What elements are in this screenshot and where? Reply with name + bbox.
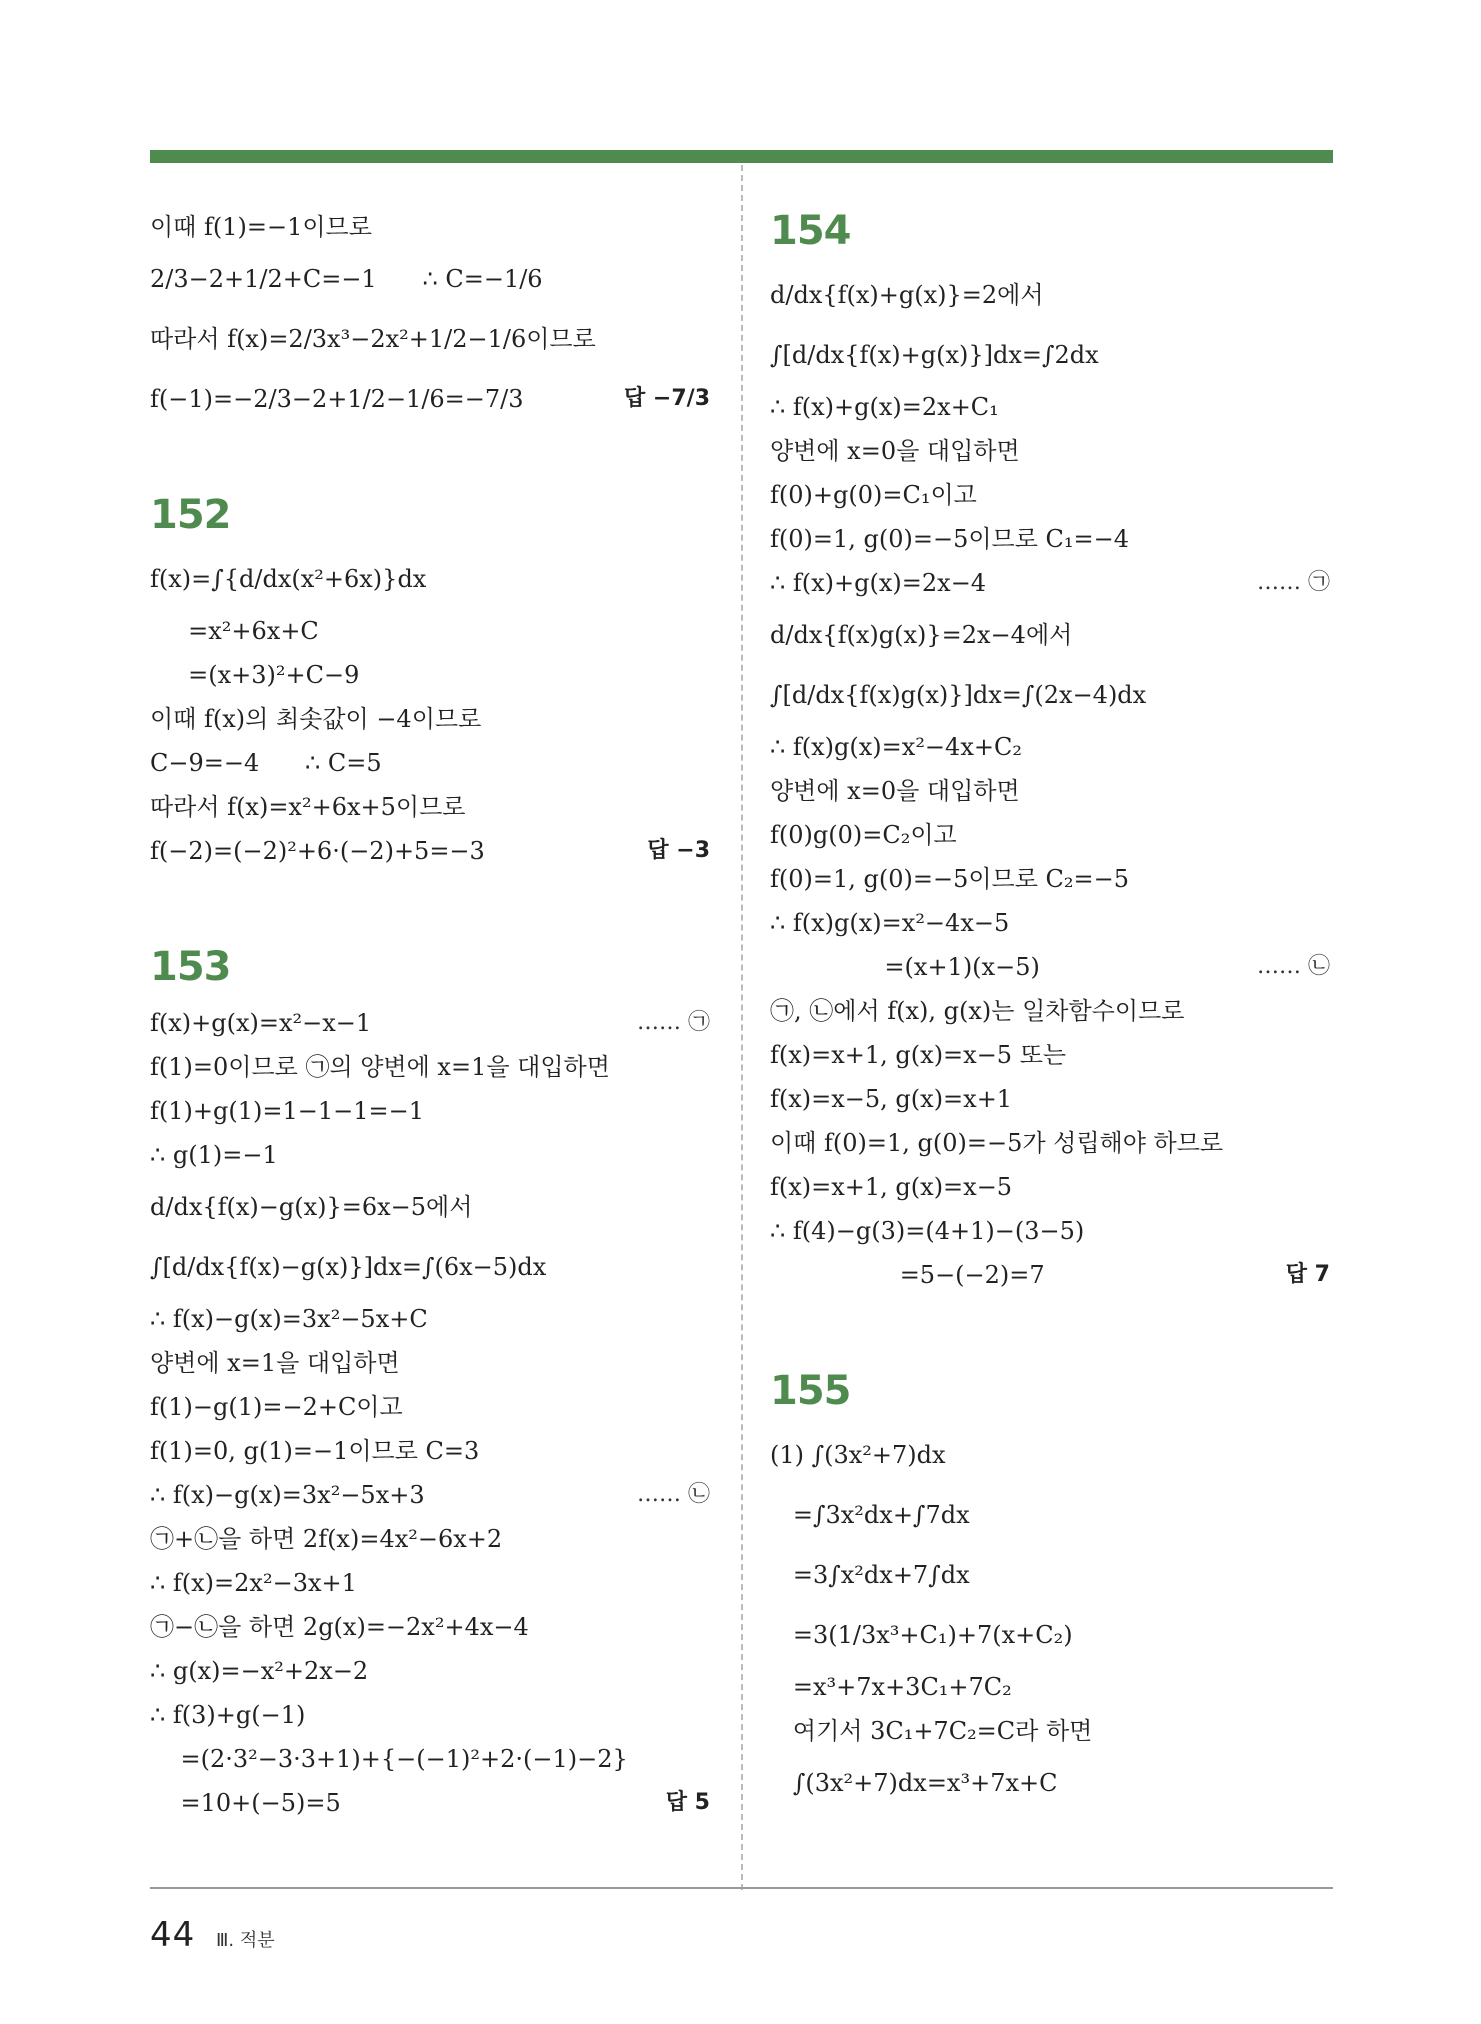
equation-text: 따라서 f(x)=2/3x³−2x²+1/2−1/6이므로 xyxy=(150,325,596,353)
equation-text: ∫[d/dx{f(x)−g(x)}]dx=∫(6x−5)dx xyxy=(150,1253,547,1281)
equation-text: =x³+7x+3C₁+7C₂ xyxy=(770,1673,1012,1701)
solution-line xyxy=(150,1517,710,1561)
equation-text: f(x)=x−5, g(x)=x+1 xyxy=(770,1085,1013,1113)
solution-line xyxy=(150,1341,710,1385)
equation-text: C−9=−4 ∴ C=5 xyxy=(150,749,382,777)
problem-block xyxy=(770,205,1330,1297)
equation-text: 따라서 f(x)=x²+6x+5이므로 xyxy=(150,793,466,821)
answer-label: 답 7 xyxy=(1285,1262,1330,1287)
equation-text: f(0)=1, g(0)=−5이므로 C₂=−5 xyxy=(770,865,1130,893)
problem-block xyxy=(150,489,710,873)
solution-line xyxy=(770,769,1330,813)
solution-line xyxy=(150,741,710,785)
equation-text: 이때 f(1)=−1이므로 xyxy=(150,213,372,241)
solution-line xyxy=(150,1429,710,1473)
intro-solution xyxy=(150,205,710,429)
solution-line xyxy=(770,1165,1330,1209)
solution-line xyxy=(770,857,1330,901)
solution-line xyxy=(150,1045,710,1089)
equation-text: ∴ f(x)+g(x)=2x−4 xyxy=(770,569,987,597)
solution-line xyxy=(770,1545,1330,1605)
equation-text: =3∫x²dx+7∫dx xyxy=(770,1561,970,1589)
equation-text: =3(1/3x³+C₁)+7(x+C₂) xyxy=(770,1621,1073,1649)
equation-text: ∫[d/dx{f(x)g(x)}]dx=∫(2x−4)dx xyxy=(770,681,1147,709)
solution-line xyxy=(770,1209,1330,1253)
solution-line xyxy=(150,697,710,741)
header-bar xyxy=(150,150,1333,163)
solution-line xyxy=(770,945,1330,989)
solution-line xyxy=(150,1089,710,1133)
solution-line xyxy=(770,1121,1330,1165)
equation-text: f(x)=x+1, g(x)=x−5 또는 xyxy=(770,1041,1067,1069)
solution-line xyxy=(770,265,1330,325)
equation-text: =5−(−2)=7 xyxy=(770,1261,1045,1289)
equation-text: =∫3x²dx+∫7dx xyxy=(770,1501,970,1529)
equation-marker: …… ㉠ xyxy=(1257,570,1330,595)
left-column xyxy=(150,205,710,1893)
solution-line xyxy=(770,429,1330,473)
equation-text: ㉠, ㉡에서 f(x), g(x)는 일차함수이므로 xyxy=(770,997,1185,1025)
solution-line xyxy=(150,1561,710,1605)
solution-line xyxy=(150,249,710,309)
solution-line xyxy=(150,1297,710,1341)
solution-line xyxy=(150,1133,710,1177)
problem-block xyxy=(770,1365,1330,1813)
equation-text: ∴ f(x)=2x²−3x+1 xyxy=(150,1569,357,1597)
equation-text: f(x)=∫{d/dx(x²+6x)}dx xyxy=(150,565,427,593)
solution-line xyxy=(770,325,1330,385)
equation-marker: …… ㉡ xyxy=(1257,954,1330,979)
problem-block xyxy=(150,941,710,1825)
equation-text: =10+(−5)=5 xyxy=(150,1789,341,1817)
equation-text: =(x+3)²+C−9 xyxy=(150,661,360,689)
equation-text: f(1)−g(1)=−2+C이고 xyxy=(150,1393,403,1421)
column-divider xyxy=(741,165,743,1890)
solution-line xyxy=(770,1253,1330,1297)
equation-text: d/dx{f(x)−g(x)}=6x−5에서 xyxy=(150,1193,473,1221)
solution-line xyxy=(150,1473,710,1517)
equation-text: 양변에 x=0을 대입하면 xyxy=(770,437,1020,465)
equation-text: 양변에 x=1을 대입하면 xyxy=(150,1349,400,1377)
solution-line xyxy=(770,1033,1330,1077)
equation-marker: …… ㉡ xyxy=(637,1482,710,1507)
solution-line xyxy=(770,385,1330,429)
equation-text: ∫(3x²+7)dx=x³+7x+C xyxy=(770,1769,1058,1797)
equation-text: ∴ g(x)=−x²+2x−2 xyxy=(150,1657,369,1685)
solution-line xyxy=(770,813,1330,857)
equation-text: ∴ f(x)+g(x)=2x+C₁ xyxy=(770,393,999,421)
solution-line xyxy=(770,989,1330,1033)
equation-text: f(−2)=(−2)²+6·(−2)+5=−3 xyxy=(150,837,485,865)
solution-line xyxy=(150,1177,710,1237)
solution-line xyxy=(770,901,1330,945)
right-column xyxy=(770,205,1330,1881)
equation-text: =(2·3²−3·3+1)+{−(−1)²+2·(−1)−2} xyxy=(150,1745,628,1773)
equation-text: ㉠−㉡을 하면 2g(x)=−2x²+4x−4 xyxy=(150,1613,529,1641)
solution-line xyxy=(150,829,710,873)
solution-line xyxy=(770,561,1330,605)
equation-text: f(0)+g(0)=C₁이고 xyxy=(770,481,977,509)
equation-text: f(−1)=−2/3−2+1/2−1/6=−7/3 xyxy=(150,385,524,413)
equation-text: ∴ f(x)g(x)=x²−4x−5 xyxy=(770,909,1010,937)
solution-line xyxy=(150,1781,710,1825)
solution-line xyxy=(150,1605,710,1649)
solution-line xyxy=(770,473,1330,517)
equation-text: ㉠+㉡을 하면 2f(x)=4x²−6x+2 xyxy=(150,1525,503,1553)
solution-line xyxy=(770,1425,1330,1485)
equation-text: f(1)+g(1)=1−1−1=−1 xyxy=(150,1097,424,1125)
equation-text: d/dx{f(x)g(x)}=2x−4에서 xyxy=(770,621,1073,649)
equation-text: ∴ g(1)=−1 xyxy=(150,1141,278,1169)
solution-line xyxy=(770,517,1330,561)
equation-text: ∫[d/dx{f(x)+g(x)}]dx=∫2dx xyxy=(770,341,1099,369)
equation-text: ∴ f(x)−g(x)=3x²−5x+C xyxy=(150,1305,428,1333)
solution-line xyxy=(770,1605,1330,1665)
equation-text: =(x+1)(x−5) xyxy=(770,953,1040,981)
equation-text: ∴ f(3)+g(−1) xyxy=(150,1701,306,1729)
solution-line xyxy=(150,1737,710,1781)
solution-line xyxy=(150,1001,710,1045)
problem-number: 155 xyxy=(770,1368,851,1414)
equation-text: 이때 f(0)=1, g(0)=−5가 성립해야 하므로 xyxy=(770,1129,1224,1157)
chapter-label: Ⅲ. 적분 xyxy=(216,1930,275,1951)
equation-text: 여기서 3C₁+7C₂=C라 하면 xyxy=(770,1717,1093,1745)
answer-label: 답 5 xyxy=(665,1790,710,1815)
solution-line xyxy=(150,1649,710,1693)
equation-text: f(0)=1, g(0)=−5이므로 C₁=−4 xyxy=(770,525,1130,553)
equation-marker: …… ㉠ xyxy=(637,1010,710,1035)
solution-line xyxy=(770,1709,1330,1753)
problem-number: 153 xyxy=(150,944,231,990)
equation-text: 이때 f(x)의 최솟값이 −4이므로 xyxy=(150,705,482,733)
footer-line xyxy=(150,1887,1333,1889)
page-number: 44 xyxy=(150,1915,196,1955)
solution-line xyxy=(150,653,710,697)
equation-text: f(1)=0, g(1)=−1이므로 C=3 xyxy=(150,1437,480,1465)
solution-line xyxy=(770,1665,1330,1709)
equation-text: 2/3−2+1/2+C=−1 ∴ C=−1/6 xyxy=(150,265,543,293)
solution-line xyxy=(150,309,710,369)
solution-line xyxy=(770,1485,1330,1545)
equation-text: =x²+6x+C xyxy=(150,617,319,645)
solution-line xyxy=(150,609,710,653)
equation-text: f(x)=x+1, g(x)=x−5 xyxy=(770,1173,1013,1201)
solution-line xyxy=(770,1753,1330,1813)
solution-line xyxy=(150,785,710,829)
equation-text: ∴ f(x)−g(x)=3x²−5x+3 xyxy=(150,1481,425,1509)
equation-text: f(1)=0이므로 ㉠의 양변에 x=1을 대입하면 xyxy=(150,1053,610,1081)
problem-number: 154 xyxy=(770,208,851,254)
equation-text: ∴ f(x)g(x)=x²−4x+C₂ xyxy=(770,733,1022,761)
equation-text: ∴ f(4)−g(3)=(4+1)−(3−5) xyxy=(770,1217,1085,1245)
answer-label: 답 −7/3 xyxy=(624,386,710,411)
equation-text: d/dx{f(x)+g(x)}=2에서 xyxy=(770,281,1044,309)
equation-text: 양변에 x=0을 대입하면 xyxy=(770,777,1020,805)
solution-line xyxy=(150,549,710,609)
solution-line xyxy=(770,665,1330,725)
answer-label: 답 −3 xyxy=(647,838,710,863)
solution-line xyxy=(770,1077,1330,1121)
solution-line xyxy=(150,1693,710,1737)
solution-line xyxy=(150,1385,710,1429)
equation-text: f(0)g(0)=C₂이고 xyxy=(770,821,957,849)
solution-line xyxy=(150,1237,710,1297)
solution-line xyxy=(150,369,710,429)
equation-text: (1) ∫(3x²+7)dx xyxy=(770,1441,946,1469)
solution-line xyxy=(770,725,1330,769)
problem-number: 152 xyxy=(150,492,231,538)
solution-line xyxy=(770,605,1330,665)
solution-line xyxy=(150,205,710,249)
equation-text: f(x)+g(x)=x²−x−1 xyxy=(150,1009,372,1037)
